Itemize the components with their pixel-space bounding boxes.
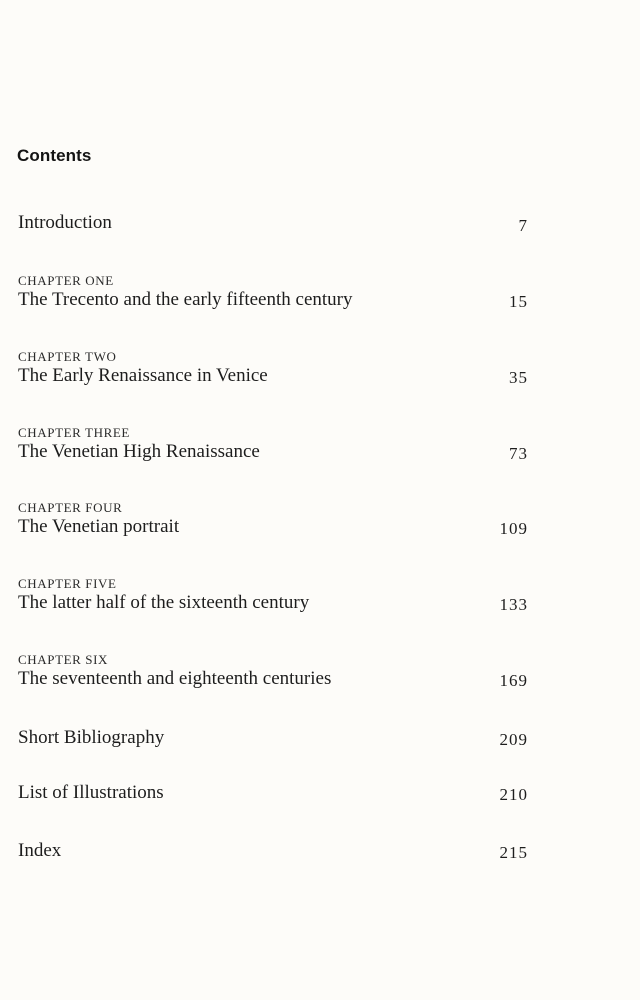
entry-page-number: 35 (509, 368, 528, 387)
chapter-label: CHAPTER ONE (18, 273, 114, 288)
entry-title: The Trecento and the early fifteenth century (18, 289, 353, 310)
entry-page-number: 7 (518, 216, 528, 235)
entry-title: The seventeenth and eighteenth centuries (18, 668, 332, 689)
entry-page-number: 73 (509, 444, 528, 463)
page-title: Contents (17, 146, 92, 165)
entry-title: Introduction (18, 212, 112, 233)
entry-page-number: 15 (509, 292, 528, 311)
chapter-label: CHAPTER THREE (18, 425, 130, 440)
entry-title: The Early Renaissance in Venice (18, 365, 268, 386)
entry-page-number: 209 (499, 730, 528, 749)
chapter-label: CHAPTER FOUR (18, 500, 123, 515)
chapter-label: CHAPTER SIX (18, 652, 109, 667)
entry-title: The latter half of the sixteenth century (18, 592, 310, 613)
entry-page-number: 210 (499, 785, 528, 804)
entry-title: The Venetian portrait (18, 516, 180, 537)
entry-page-number: 215 (499, 843, 528, 862)
entry-title: List of Illustrations (18, 782, 164, 803)
entry-title: The Venetian High Renaissance (18, 441, 260, 462)
entry-page-number: 133 (499, 595, 528, 614)
entry-title: Short Bibliography (18, 727, 165, 748)
chapter-label: CHAPTER FIVE (18, 576, 117, 591)
entry-title: Index (18, 840, 62, 861)
entry-page-number: 169 (499, 671, 528, 690)
chapter-label: CHAPTER TWO (18, 349, 117, 364)
entry-page-number: 109 (499, 519, 528, 538)
